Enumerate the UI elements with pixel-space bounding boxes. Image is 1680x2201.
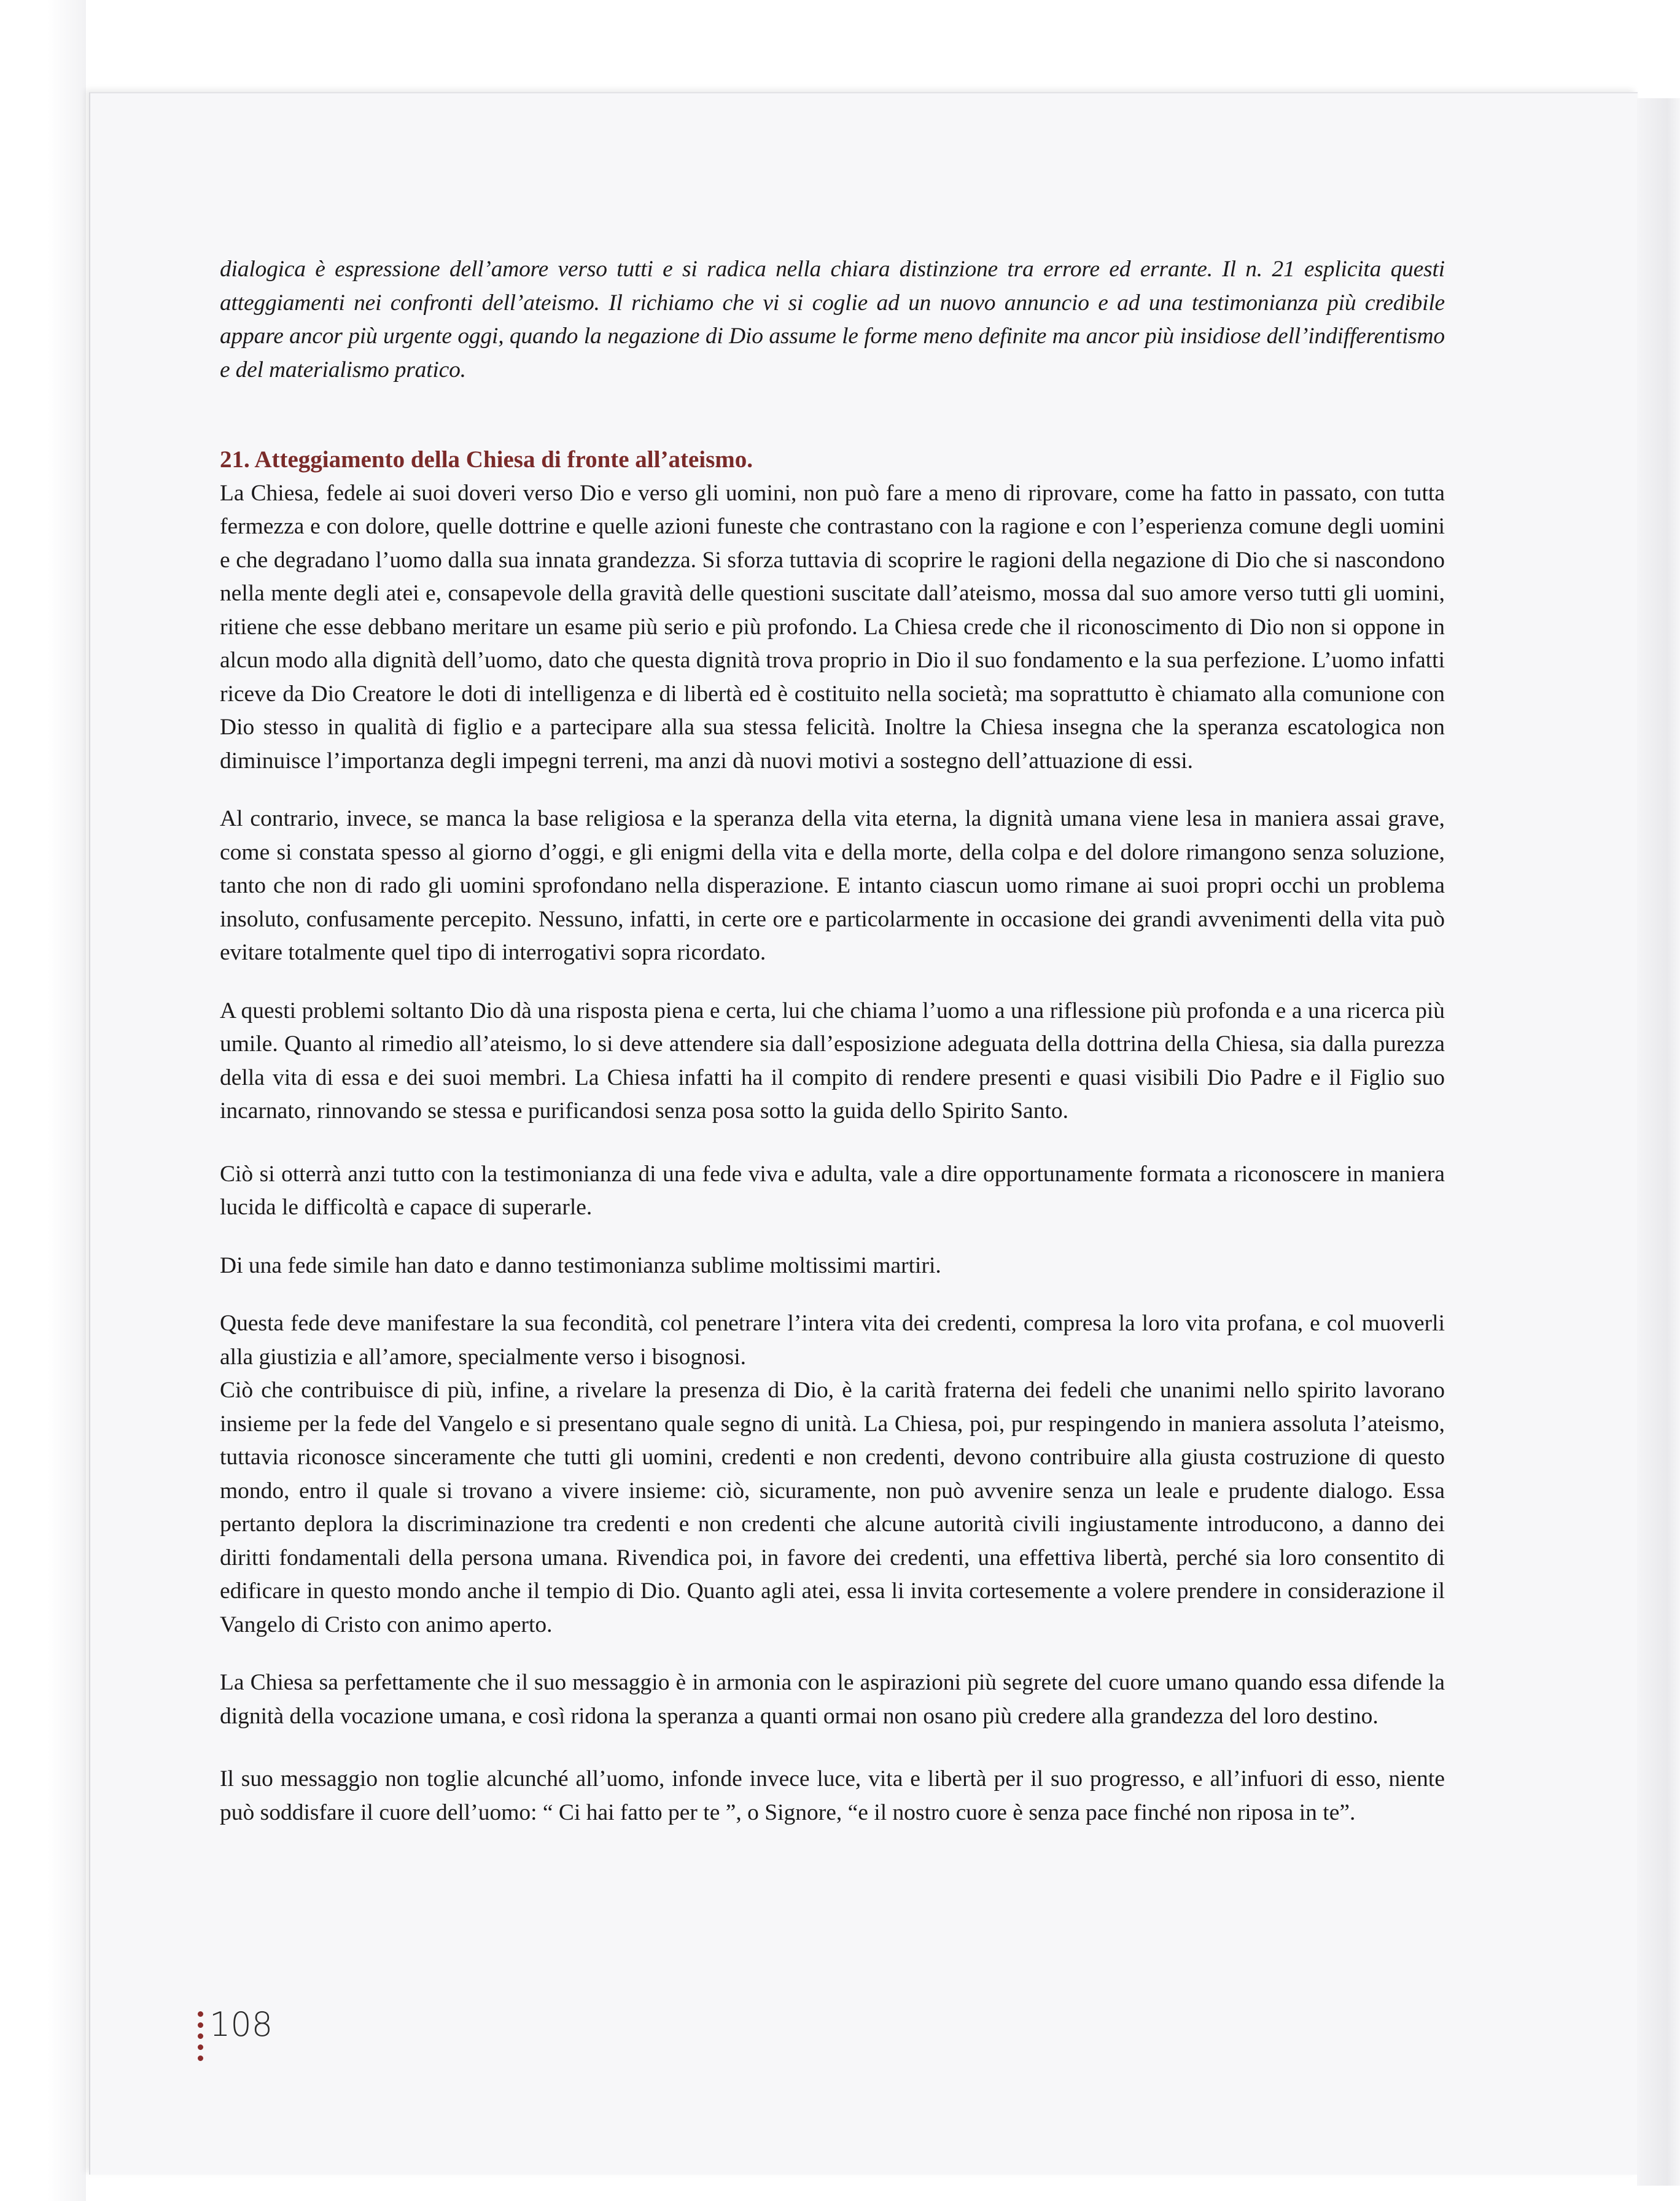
scan-background-left [0, 0, 86, 2201]
body-paragraph-8: La Chiesa sa perfettamente che il suo messaggio è in armonia con le aspirazioni più segrete del cuore umano quando essa difende la dignità della vocazione umana, e così ridona la speranza a quanti ormai non osano più credere alla grandezza del loro destino. [220, 1670, 1445, 1729]
body-paragraph-7: Ciò che contribuisce di più, infine, a rivelare la presenza di Dio, è la carità fraterna dei fedeli che unanimi nello spirito lavorano insieme per la fede del Vangelo e si presentano quale segno di unità. La Chiesa, poi, pur respingendo in maniera assoluta l’ateismo, tuttavia riconosce sinceramente che tutti gli uomini, credenti e non credenti, devono contribuire alla giusta costruzione di questo mondo, entro il quale si trovano a vivere insieme: ciò, sicuramente, non può avvenire senza un leale e prudente dialogo. Essa pertanto deplora la discriminazione tra credenti e non credenti che alcune autorità civili ingiustamente introducono, a danno dei diritti fondamentali della persona umana. Rivendica poi, in favore dei credenti, una effettiva libertà, perché sia loro consentito di edificare in questo mondo anche il tempio di Dio. Quanto agli atei, essa li invita cortesemente a volere prendere in considerazione il Vangelo di Cristo con animo aperto. [220, 1378, 1445, 1637]
body-paragraph-5: Di una fede simile han dato e danno testimonianza sublime moltissimi martiri. [220, 1252, 941, 1278]
intro-paragraph: dialogica è espressione dell’amore verso tutti e si radica nella chiara distinzione tra errore ed errante. Il n. 21 esplicita questi atteggiamenti nei confronti dell’ateismo. Il richiamo che vi si coglie ad un nuovo annuncio e ad una testimonianza più credibile appare ancor più urgente oggi, quando la negazione di Dio assume le forme meno definite ma ancor più insidiose dell’indifferentismo e del materialismo pratico. [220, 257, 1445, 382]
section-heading: 21. Atteggiamento della Chiesa di fronte all’ateismo. [220, 446, 753, 473]
page-number-block [198, 2006, 273, 2061]
body-paragraph-4: Ciò si otterrà anzi tutto con la testimonianza di una fede viva e adulta, vale a dire opportunamente formata a riconoscere in maniera lucida le difficoltà e capace di superarle. [220, 1161, 1445, 1220]
body-paragraph-3: A questi problemi soltanto Dio dà una risposta piena e certa, lui che chiama l’uomo a una riflessione più profonda e a una ricerca più umile. Quanto al rimedio all’ateismo, lo si deve attendere sia dall’esposizione adeguata della dottrina della Chiesa, sia dalla purezza della vita di essa e dei suoi membri. La Chiesa infatti ha il compito di rendere presenti e quasi visibili Dio Padre e il Figlio suo incarnato, rinnovando se stessa e purificandosi senza posa sotto la guida dello Spirito Santo. [220, 998, 1445, 1124]
page-number: 108 [209, 2005, 273, 2044]
page-dots-ornament [198, 2006, 203, 2061]
body-paragraph-2: Al contrario, invece, se manca la base religiosa e la speranza della vita eterna, la dignità umana viene lesa in maniera assai grave, come si constata spesso al giorno d’oggi, e gli enigmi della vita e della morte, della colpa e del dolore rimangono senza soluzione, tanto che non di rado gli uomini sprofondano nella disperazione. E intanto ciascun uomo rimane ai suoi propri occhi un problema insoluto, confusamente percepito. Nessuno, infatti, in certe ore e particolarmente in occasione dei grandi avvenimenti della vita può evitare totalmente quel tipo di interrogativi sopra ricordato. [220, 806, 1445, 965]
body-paragraph-9: Il suo messaggio non toglie alcunché all’uomo, infonde invece luce, vita e libertà per il suo progresso, e all’infuori di esso, niente può soddisfare il cuore dell’uomo: “ Ci hai fatto per te ”, o Signore, “e il nostro cuore è senza pace finché non riposa in te”. [220, 1766, 1445, 1825]
page-edge-right [1637, 98, 1680, 2186]
body-paragraph-6: Questa fede deve manifestare la sua fecondità, col penetrare l’intera vita dei credenti, compresa la loro vita profana, e col muoverli alla giustizia e all’amore, specialmente verso i bisognosi. [220, 1311, 1445, 1370]
page-body [220, 253, 1445, 1830]
body-paragraph-1: La Chiesa, fedele ai suoi doveri verso Dio e verso gli uomini, non può fare a meno di riprovare, come ha fatto in passato, con tutta fermezza e con dolore, quelle dottrine e quelle azioni funeste che contrastano con la ragione e con l’esperienza comune degli uomini e che degradano l’uomo dalla sua innata grandezza. Si sforza tuttavia di scoprire le ragioni della negazione di Dio che si nascondono nella mente degli atei e, consapevole della gravità delle questioni suscitate dall’ateismo, mossa dal suo amore verso tutti gli uomini, ritiene che esse debbano meritare un esame più serio e più profondo. La Chiesa crede che il riconoscimento di Dio non si oppone in alcun modo alla dignità dell’uomo, dato che questa dignità trova proprio in Dio il suo fondamento e la sua perfezione. L’uomo infatti riceve da Dio Creatore le doti di intelligenza e di libertà ed è costituito nella società; ma soprattutto è chiamato alla comunione con Dio stesso in qualità di figlio e a partecipare alla sua stessa felicità. Inoltre la Chiesa insegna che la speranza escatologica non diminuisce l’importanza degli impegni terreni, ma anzi dà nuovi motivi a sostegno dell’attuazione di essi. [220, 480, 1445, 774]
